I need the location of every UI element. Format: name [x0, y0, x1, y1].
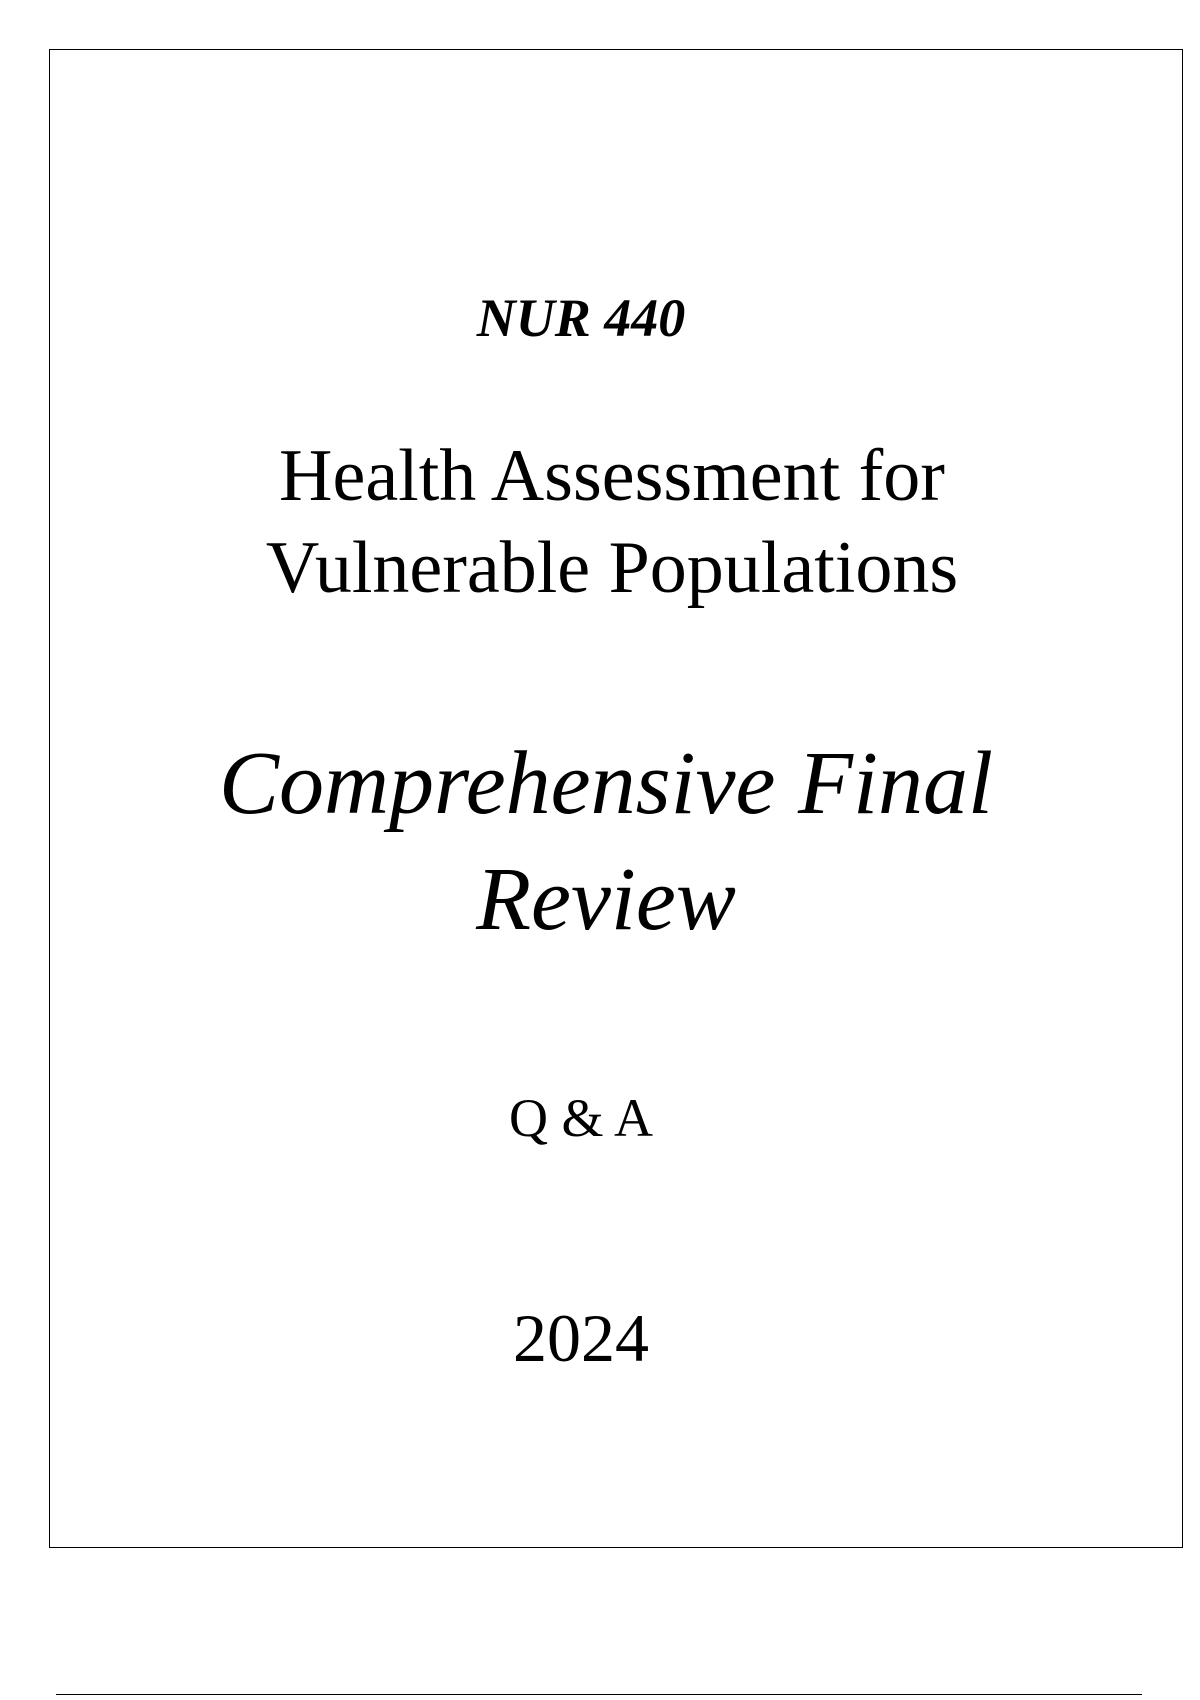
year-label: 2024 [513, 1300, 649, 1376]
course-code: NUR 440 [476, 288, 686, 348]
cover-frame [49, 49, 1183, 1548]
course-title-line-2: Vulnerable Populations [265, 527, 959, 609]
course-title-line-1: Health Assessment for [279, 435, 945, 517]
course-title [46, 430, 1178, 614]
document-title-line-2: Review [476, 850, 736, 949]
document-title-line-1: Comprehensive Final [218, 734, 993, 833]
footer-rule [56, 1694, 1142, 1695]
document-title [40, 726, 1172, 958]
qa-label: Q & A [508, 1088, 654, 1148]
